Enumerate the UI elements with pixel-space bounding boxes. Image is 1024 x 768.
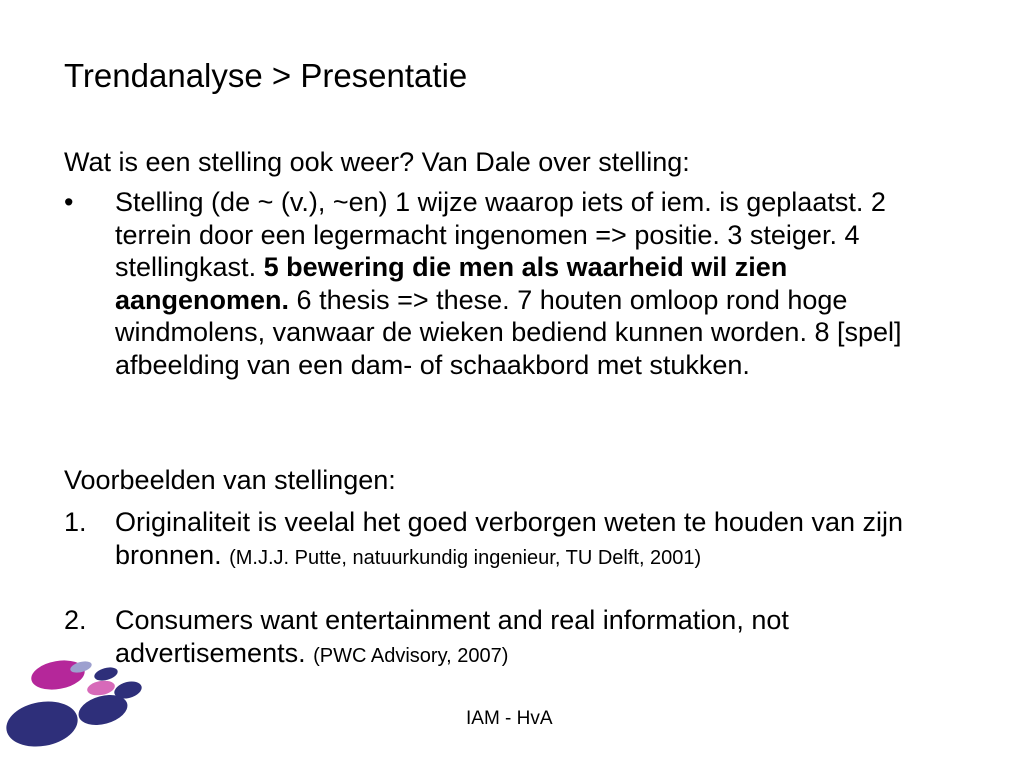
logo-circle <box>93 665 119 683</box>
example-number: 1. <box>64 507 87 537</box>
example-content <box>115 604 965 669</box>
example-source: (PWC Advisory, 2007) <box>313 644 509 667</box>
example-text: Consumers want entertainment and real information, not advertisements. <box>115 605 789 668</box>
footer-text: IAM - HvA <box>466 708 553 729</box>
slide-title: Trendanalyse > Presentatie <box>64 57 468 94</box>
example-source: (M.J.J. Putte, natuurkundig ingenieur, TU Delft, 2001) <box>229 546 702 569</box>
definition-text <box>115 186 965 381</box>
example-number: 2. <box>64 605 87 635</box>
logo-icon <box>0 650 160 760</box>
definition-part-1: Stelling (de ~ (v.), ~en) 1 wijze waarop iets of iem. is geplaatst. 2 terrein door een legermacht ingenomen => positie. 3 steiger. 4 stellingkast. <box>115 187 886 282</box>
logo-circle <box>86 679 116 698</box>
example-content <box>115 506 965 571</box>
logo-circle <box>29 657 87 694</box>
intro-text: Wat is een stelling ook weer? Van Dale over stelling: <box>64 147 690 177</box>
examples-heading: Voorbeelden van stellingen: <box>64 465 396 495</box>
example-text: Originaliteit is veelal het goed verborgen weten te houden van zijn bronnen. <box>115 507 903 570</box>
definition-part-2: 6 thesis => these. 7 houten omloop rond hoge windmolens, vanwaar de wieken bediend kunnen worden. 8 [spel] afbeelding van een dam- of schaakbord met stukken. <box>115 284 902 380</box>
definition-bold-part: 5 bewering die men als waarheid wil zien aangenomen. <box>115 252 788 315</box>
bullet-marker: • <box>64 187 74 217</box>
logo-circle <box>3 696 82 752</box>
